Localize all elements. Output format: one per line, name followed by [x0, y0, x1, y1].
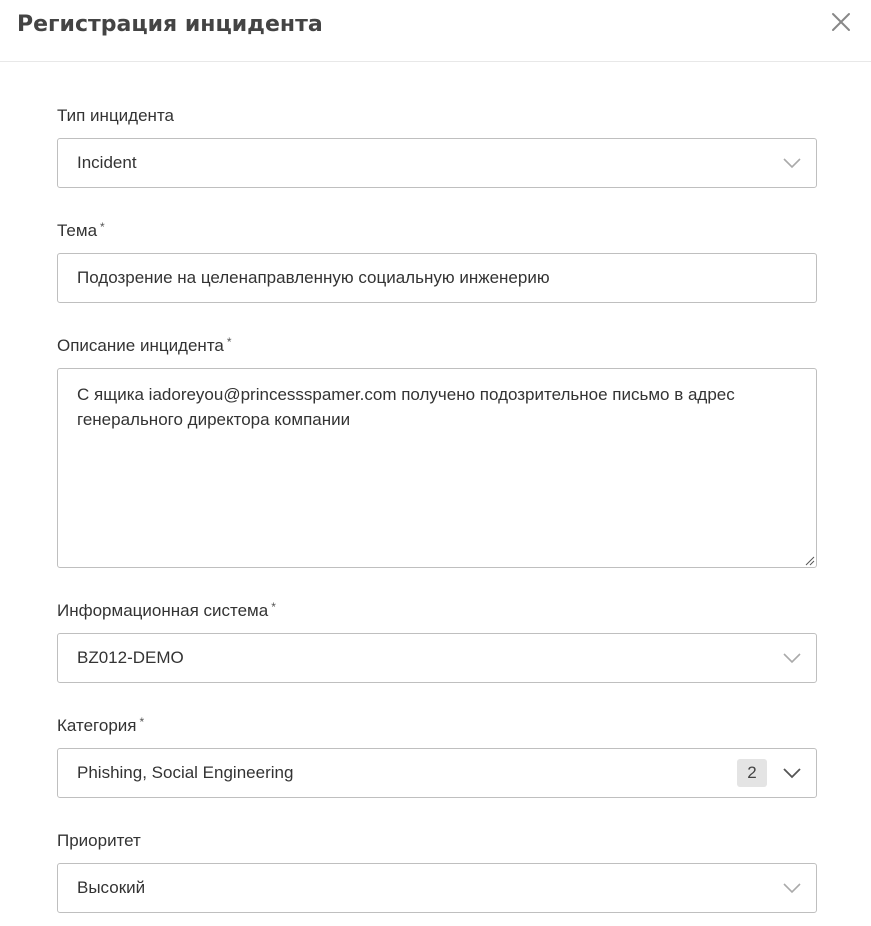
- priority-select[interactable]: [57, 863, 817, 913]
- dialog-title: Регистрация инцидента: [17, 12, 323, 37]
- chevron-down-icon: [782, 156, 802, 170]
- description-textarea[interactable]: [57, 368, 817, 568]
- resize-handle-icon[interactable]: [803, 554, 815, 566]
- category-value: Phishing, Social Engineering: [77, 763, 294, 782]
- incident-type-value: Incident: [77, 153, 137, 172]
- chevron-down-icon: [782, 651, 802, 665]
- required-asterisk: *: [226, 335, 232, 349]
- subject-value: Подозрение на целенаправленную социальную инженерию: [77, 268, 550, 287]
- close-icon: [829, 10, 853, 34]
- required-asterisk: *: [139, 715, 145, 729]
- subject-input[interactable]: [57, 253, 817, 303]
- required-asterisk: *: [271, 600, 276, 614]
- category-label: Категория *: [57, 715, 145, 735]
- priority-value: Высокий: [77, 878, 146, 897]
- description-value: С ящика iadoreyou@princessspamer.com получено подозрительное письмо в адрес генерального директора компании: [77, 385, 735, 429]
- category-select[interactable]: [57, 748, 817, 798]
- priority-label: Приоритет: [57, 831, 141, 850]
- info-system-value: BZ012-DEMO: [77, 648, 184, 667]
- info-system-select[interactable]: [57, 633, 817, 683]
- description-label: Описание инцидента *: [57, 335, 232, 355]
- chevron-down-icon: [782, 766, 802, 780]
- subject-label: Тема *: [57, 220, 105, 240]
- selected-count-badge: 2: [737, 759, 767, 787]
- dialog-header: [0, 0, 871, 62]
- info-system-label: Информационная система *: [57, 600, 276, 620]
- required-asterisk: *: [100, 220, 105, 234]
- close-button[interactable]: [829, 10, 853, 34]
- chevron-down-icon: [782, 881, 802, 895]
- incident-type-label: Тип инцидента: [57, 106, 174, 125]
- incident-type-select[interactable]: [57, 138, 817, 188]
